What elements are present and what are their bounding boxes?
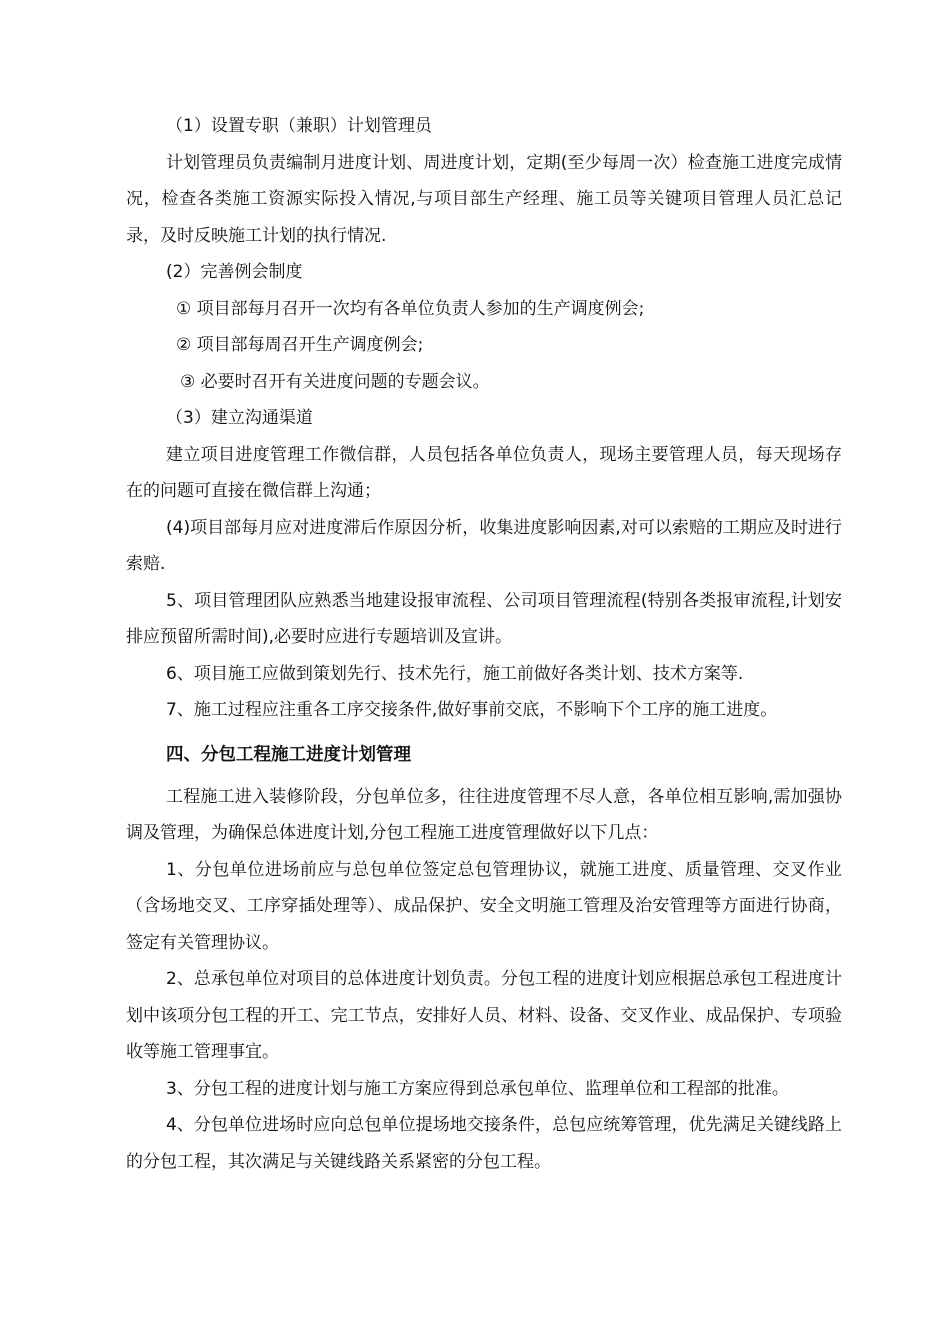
paragraph-channel-title: （3）建立沟通渠道: [166, 408, 313, 428]
list-item-special-meeting: ③ 必要时召开有关进度问题的专题会议。: [180, 371, 490, 392]
list-item-monthly-meeting: ① 项目部每月召开一次均有各单位负责人参加的生产调度例会;: [176, 298, 645, 319]
paragraph-planner-duties: 计划管理员负责编制月进度计划、周进度计划，定期(至少每周一次）检查施工进度完成情况，检查各类施工资源实际投入情况,与项目部生产经理、施工员等关键项目管理人员汇总记录，及时反映施工计划的执行情况.: [126, 152, 842, 246]
paragraph-planner-title: （1）设置专职（兼职）计划管理员: [166, 116, 432, 136]
paragraph-handover: 7、施工过程应注重各工序交接条件,做好事前交底，不影响下个工序的施工进度。: [166, 700, 778, 720]
paragraph-subcontract-agreement: 1、分包单位进场前应与总包单位签定总包管理协议，就施工进度、质量管理、交叉作业（含场地交叉、工序穿插处理等）、成品保护、安全文明施工管理及治安管理等方面进行协商，签定有关管理协议。: [126, 859, 842, 953]
paragraph-site-handover: 4、分包单位进场时应向总包单位提场地交接条件，总包应统筹管理，优先满足关键线路上的分包工程，其次满足与关键线路关系紧密的分包工程。: [126, 1115, 842, 1172]
paragraph-approval-process: 5、项目管理团队应熟悉当地建设报审流程、公司项目管理流程(特别各类报审流程,计划安排应预留所需时间),必要时应进行专题培训及宣讲。: [126, 590, 842, 647]
list-item-weekly-meeting: ② 项目部每周召开生产调度例会;: [176, 335, 424, 355]
paragraph-approval: 3、分包工程的进度计划与施工方案应得到总承包单位、监理单位和工程部的批准。: [166, 1078, 789, 1099]
paragraph-meeting-title: (2）完善例会制度: [166, 262, 303, 282]
section-heading: 四、分包工程施工进度计划管理: [166, 744, 411, 765]
paragraph-subcontract-intro: 工程施工进入装修阶段，分包单位多，往往进度管理不尽人意，各单位相互影响,需加强协调及管理，为确保总体进度计划,分包工程施工进度管理做好以下几点：: [126, 786, 842, 843]
paragraph-general-contractor: 2、总承包单位对项目的总体进度计划负责。分包工程的进度计划应根据总承包工程进度计划中该项分包工程的开工、完工节点，安排好人员、材料、设备、交叉作业、成品保护、专项验收等施工管理事宜。: [126, 969, 842, 1062]
document-body: [126, 108, 842, 1180]
paragraph-delay-analysis: (4)项目部每月应对进度滞后作原因分析，收集进度影响因素,对可以索赔的工期应及时进行索赔.: [126, 517, 842, 574]
paragraph-wechat-group: 建立项目进度管理工作微信群，人员包括各单位负责人，现场主要管理人员，每天现场存在的问题可直接在微信群上沟通；: [126, 444, 842, 501]
paragraph-planning-first: 6、项目施工应做到策划先行、技术先行，施工前做好各类计划、技术方案等.: [166, 663, 744, 684]
